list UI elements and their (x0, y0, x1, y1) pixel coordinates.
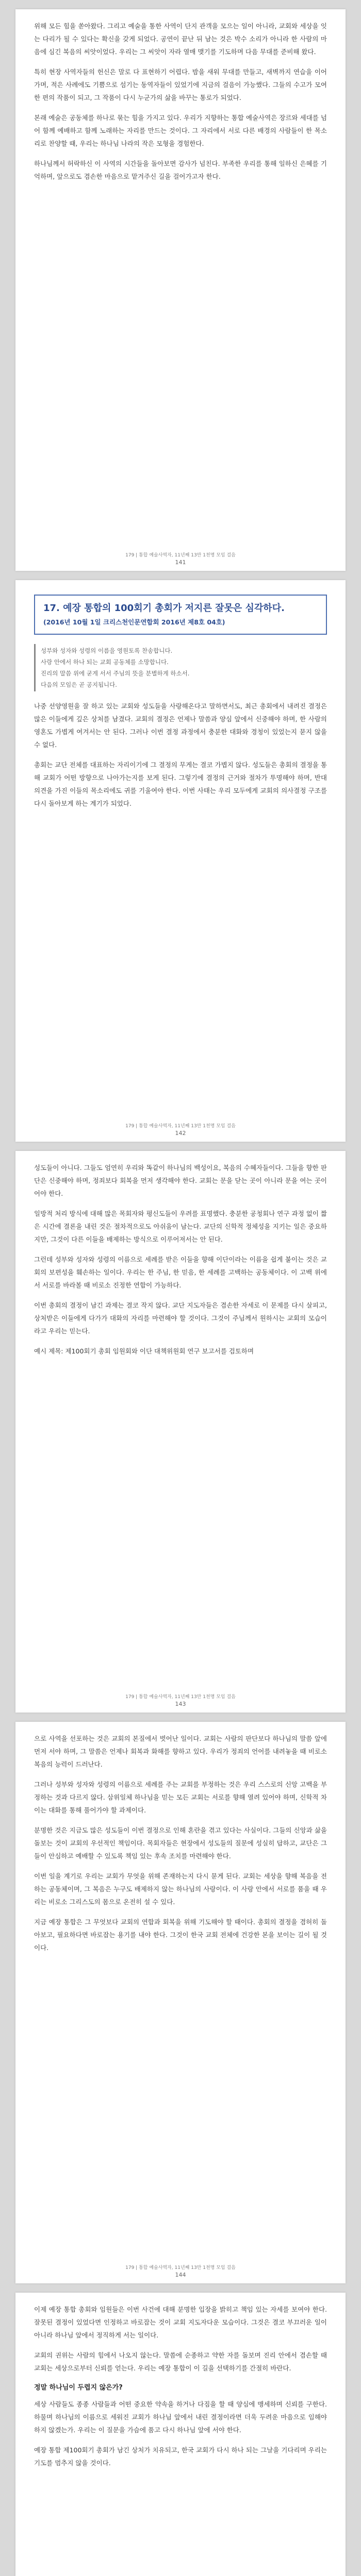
footer-text: 179 | 통합 예술사역자, 11년째 13만 1천명 모임 걸음 (125, 1124, 236, 1129)
paragraph: 이번 일을 계기로 우리는 교회가 무엇을 위해 존재하는지 다시 묻게 된다. 교회는 세상을 향해 복음을 전하는 공동체이며, 그 복음은 누구도 배제하지 않는 하나님의 사랑이다. 이 사랑 안에서 서로를 품을 때 우리는 비로소 그리스도의 몸으로 온전히 설 수 있다. (34, 1872, 327, 1906)
page-body (34, 700, 327, 810)
paragraph: 예장 통합 제100회기 총회가 남긴 상처가 치유되고, 한국 교회가 다시 하나 되는 그날을 기다리며 우리는 기도를 멈추지 않을 것이다. (34, 2446, 327, 2467)
subsection-heading: 정말 하나님이 두렵지 않은가? (34, 2384, 123, 2392)
page-body (34, 20, 327, 183)
section-heading-box (34, 595, 327, 635)
paragraph: 본래 예술은 공동체를 하나로 묶는 힘을 가지고 있다. 우리가 지향하는 통합 예술사역은 장르와 세대를 넘어 함께 예배하고 함께 노래하는 자리를 만드는 것이다. 그 자리에서 서로 다른 배경의 사람들이 한 목소리로 찬양할 때, 우리는 하나님 나라의 작은 모형을 경험한다. (34, 114, 327, 147)
paragraph: 하나님께서 허락하신 이 사역의 시간들을 돌아보면 감사가 넘친다. 부족한 우리를 통해 일하신 은혜를 기억하며, 앞으로도 겸손한 마음으로 맡겨주신 길을 걸어가고자 한다. (34, 160, 327, 180)
paragraph: 이제 예장 통합 총회와 임원들은 이번 사건에 대해 분명한 입장을 밝히고 책임 있는 자세를 보여야 한다. 잘못된 결정이 있었다면 인정하고 바로잡는 것이 교회 지도자다운 모습이다. 그것은 결코 부끄러운 일이 아니라 하나님 앞에서 정직하게 서는 일이다. (34, 2306, 327, 2339)
page-body (34, 2303, 327, 2375)
document-page-1 (15, 9, 346, 571)
document-page-4 (15, 1722, 346, 2283)
page-number: 144 (175, 2272, 186, 2278)
section-heading-title: 17. 예장 통합의 100회기 총회가 저지른 잘못은 심각하다. (43, 603, 285, 614)
quote-line: 성부와 성자와 성령의 이름을 영원토록 찬송합니다. (41, 647, 173, 654)
paragraph: 으로 사역을 선포하는 것은 교회의 본질에서 벗어난 일이다. 교회는 사람의 판단보다 하나님의 말씀 앞에 먼저 서야 하며, 그 말씀은 언제나 회복과 화해를 향하고 있다. 우리가 정죄의 언어를 내려놓을 때 비로소 복음의 능력이 드러난다. (34, 1735, 327, 1768)
paragraph: 총회는 교단 전체를 대표하는 자리이기에 그 결정의 무게는 결코 가볍지 않다. 성도들은 총회의 결정을 통해 교회가 어떤 방향으로 나아가는지를 보게 된다. 그렇기에 결정의 근거와 절차가 투명해야 하며, 반대 의견을 가진 이들의 목소리에도 귀를 기울여야 한다. 이번 사태는 우리 모두에게 교회의 의사결정 구조를 다시 돌아보게 하는 계기가 되었다. (34, 761, 327, 807)
paragraph: 그런데 성부와 성자와 성령의 이름으로 세례를 받은 이들을 향해 이단이라는 이름을 쉽게 붙이는 것은 교회의 보편성을 훼손하는 일이다. 우리는 한 주님, 한 믿음, 한 세례를 고백하는 공동체이다. 이 고백 위에서 서로를 바라볼 때 비로소 진정한 연합이 가능하다. (34, 1256, 327, 1289)
document-page-5 (15, 2293, 346, 2576)
quote-line: 진리의 말씀 위에 굳게 서서 주님의 뜻을 분별하게 하소서. (41, 670, 190, 677)
paragraph: 그러나 성부와 성자와 성령의 이름으로 세례를 주는 교회를 부정하는 것은 우리 스스로의 신앙 고백을 부정하는 것과 다르지 않다. 삼위일체 하나님을 믿는 모든 교회는 서로를 향해 열려 있어야 하며, 신학적 차이는 대화를 통해 풀어가야 할 과제이다. (34, 1781, 327, 1814)
paragraph: 일방적 처리 방식에 대해 많은 목회자와 평신도들이 우려를 표명했다. 충분한 공청회나 연구 과정 없이 짧은 시간에 결론을 내린 것은 절차적으로도 아쉬움이 남는다. 교단의 신학적 정체성을 지키는 일은 중요하지만, 그것이 다른 이들을 배제하는 방식으로 이루어져서는 안 된다. (34, 1210, 327, 1243)
section-heading-subtitle: (2016년 10월 1일 크리스천인문연합회 2016년 제8호 04호) (43, 618, 225, 626)
quote-line: 다음의 모임은 곧 공지됩니다. (41, 681, 117, 688)
footer-text: 179 | 통합 예술사역자, 11년째 13만 1천명 모임 걸음 (125, 1694, 236, 1700)
paragraph: 특히 현장 사역자들의 헌신은 말로 다 표현하기 어렵다. 밤을 새워 무대를 만들고, 새벽까지 연습을 이어가며, 적은 사례에도 기쁨으로 섬기는 동역자들이 있었기에 지금의 걸음이 가능했다. 그들의 수고가 모여 한 편의 작품이 되고, 그 작품이 다시 누군가의 삶을 바꾸는 통로가 되었다. (34, 68, 327, 101)
paragraph: 예시 제목: 제100회기 총회 임원회와 이단 대책위원회 연구 보고서를 검토하며 (34, 1347, 254, 1355)
paragraph: 세상 사람들도 종종 사람들과 어떤 중요한 약속을 하거나 다짐을 할 때 양심에 맹세하며 신뢰를 구한다. 하물며 하나님의 이름으로 세워진 교회가 하나님 앞에서 내린 결정이라면 더욱 두려운 마음으로 임해야 하지 않겠는가. 우리는 이 질문을 가슴에 품고 다시 하나님 앞에 서야 한다. (34, 2400, 327, 2434)
page-number: 142 (175, 1130, 186, 1137)
page-footer (34, 1693, 327, 1707)
paragraph: 위해 모든 힘을 쏟아왔다. 그리고 예술을 통한 사역이 단지 관객을 모으는 일이 아니라, 교회와 세상을 잇는 다리가 될 수 있다는 확신을 갖게 되었다. 공연이 끝난 뒤 남는 것은 박수 소리가 아니라 한 사람의 마음에 심긴 복음의 씨앗이었다. 우리는 그 씨앗이 자라 열매 맺기를 기도하며 다음 무대를 준비해 왔다. (34, 22, 327, 56)
footer-text: 179 | 통합 예술사역자, 11년째 13만 1천명 모임 걸음 (125, 2265, 236, 2270)
quote-line: 사랑 안에서 하나 되는 교회 공동체를 소망합니다. (41, 658, 169, 666)
page-number: 141 (175, 559, 186, 566)
page-footer (34, 2264, 327, 2278)
page-footer (34, 551, 327, 566)
paragraph: 나중 선양영원을 잘 하고 있는 교회와 성도들을 사랑해온다고 말하면서도, 최근 총회에서 내려진 결정은 많은 이들에게 깊은 상처를 남겼다. 교회의 결정은 언제나 말씀과 양심 앞에서 신중해야 하며, 한 사람의 영혼도 가볍게 여겨서는 안 된다. 그러나 이번 결정 과정에서 충분한 대화와 경청이 있었는지 묻지 않을 수 없다. (34, 702, 327, 749)
page-number: 143 (175, 1701, 186, 1707)
paragraph: 성도들이 아니다. 그들도 엄연히 우리와 똑같이 하나님의 백성이요, 복음의 수혜자들이다. 그들을 향한 판단은 신중해야 하며, 정죄보다 회복을 먼저 생각해야 한다. 교회는 문을 닫는 곳이 아니라 문을 여는 곳이어야 한다. (34, 1164, 327, 1197)
paragraph: 지금 예장 통합은 그 무엇보다 교회의 연합과 회복을 위해 기도해야 할 때이다. 총회의 결정을 겸허히 돌아보고, 필요하다면 바로잡는 용기를 내야 한다. 그것이 한국 교회 전체에 건강한 본을 보이는 길이 될 것이다. (34, 1918, 327, 1952)
paragraph: 교회의 권위는 사람의 힘에서 나오지 않는다. 말씀에 순종하고 약한 자를 돌보며 진리 안에서 겸손할 때 교회는 세상으로부터 신뢰를 얻는다. 우리는 예장 통합이 이 길을 선택하기를 간절히 바란다. (34, 2351, 327, 2372)
page-body-continued (34, 2398, 327, 2469)
document-page-2 (15, 580, 346, 1142)
paragraph: 분명한 것은 지금도 많은 성도들이 이번 결정으로 인해 혼란을 겪고 있다는 사실이다. 그들의 신앙과 삶을 돌보는 것이 교회의 우선적인 책임이다. 목회자들은 현장에서 성도들의 질문에 성실히 답하고, 교단은 그들이 안심하고 예배할 수 있도록 책임 있는 후속 조치를 마련해야 한다. (34, 1826, 327, 1860)
page-body (34, 1161, 327, 1358)
document-page-3 (15, 1151, 346, 1713)
page-body (34, 1732, 327, 1954)
footer-text: 179 | 통합 예술사역자, 11년째 13만 1천명 모임 걸음 (125, 553, 236, 558)
paragraph: 이번 총회의 결정이 남긴 과제는 결코 작지 않다. 교단 지도자들은 겸손한 자세로 이 문제를 다시 살피고, 상처받은 이들에게 다가가 대화의 자리를 마련해야 할 것이다. 그것이 주님께서 원하시는 교회의 모습이라고 우리는 믿는다. (34, 1301, 327, 1335)
page-footer (34, 1122, 327, 1137)
intro-quote (34, 644, 327, 691)
